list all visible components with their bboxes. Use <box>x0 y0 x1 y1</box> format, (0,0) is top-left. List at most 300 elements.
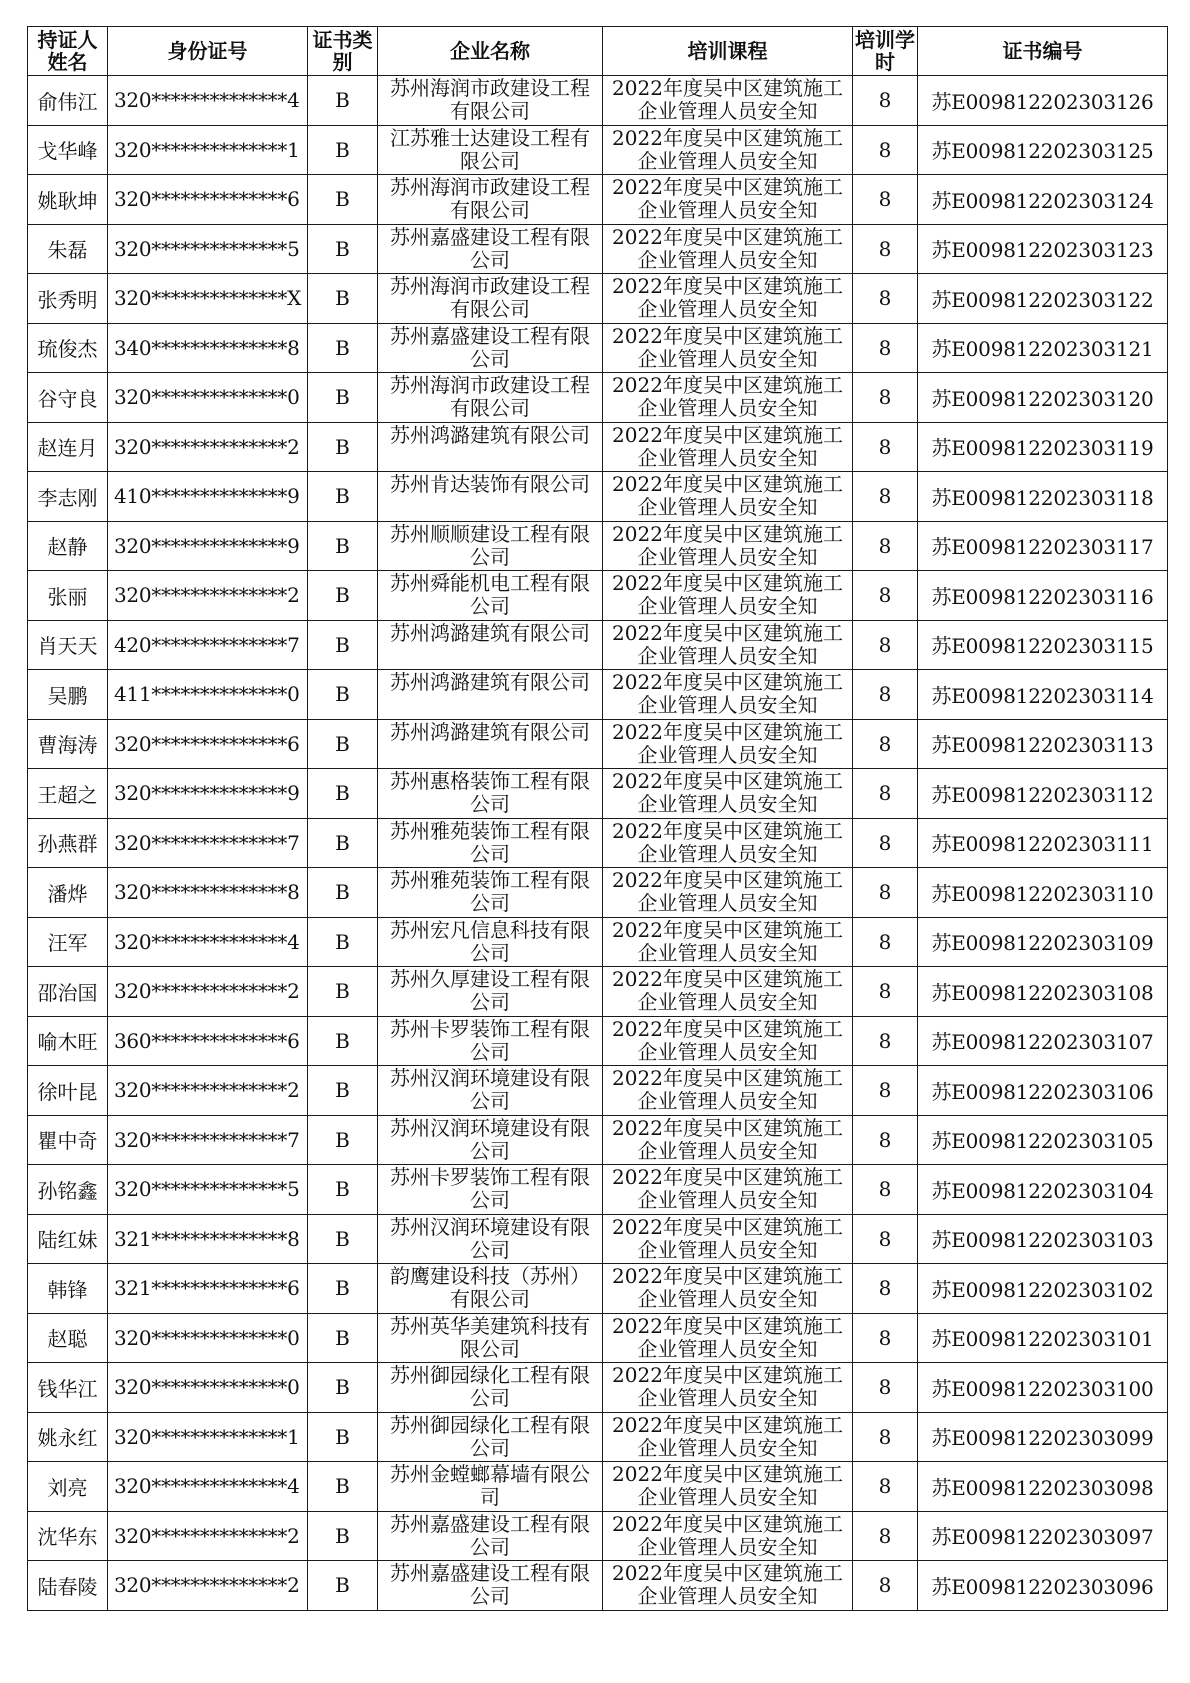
holder-name-cell: 孙燕群 <box>28 818 108 868</box>
cert-type-cell: B <box>308 76 378 126</box>
company-cell-text: 苏州海润市政建设工程有限公司 <box>390 374 590 421</box>
hours-cell: 8 <box>853 373 918 423</box>
id-number-cell: 320**************2 <box>108 1511 308 1561</box>
cert-number-cell: 苏E009812202303101 <box>918 1313 1168 1363</box>
company-cell <box>378 1561 603 1611</box>
table-row <box>28 373 1168 423</box>
id-number-cell: 321**************8 <box>108 1214 308 1264</box>
table-row <box>28 1412 1168 1462</box>
company-cell <box>378 125 603 175</box>
hours-cell: 8 <box>853 1115 918 1165</box>
table-row <box>28 76 1168 126</box>
course-cell <box>603 868 853 918</box>
course-cell-text: 2022年度吴中区建筑施工企业管理人员安全知 <box>612 1364 843 1411</box>
course-cell-text: 2022年度吴中区建筑施工企业管理人员安全知 <box>612 522 843 569</box>
cert-type-cell: B <box>308 125 378 175</box>
company-cell <box>378 1264 603 1314</box>
course-cell-text: 2022年度吴中区建筑施工企业管理人员安全知 <box>612 819 843 866</box>
company-cell <box>378 1115 603 1165</box>
table-row <box>28 1066 1168 1116</box>
company-cell <box>378 620 603 670</box>
company-cell-text: 苏州卡罗装饰工程有限公司 <box>390 1017 590 1064</box>
company-cell <box>378 818 603 868</box>
company-cell-text: 苏州金螳螂幕墙有限公司 <box>390 1463 590 1510</box>
holder-name-cell: 曹海涛 <box>28 719 108 769</box>
course-cell-text: 2022年度吴中区建筑施工企业管理人员安全知 <box>612 1017 843 1064</box>
course-cell <box>603 719 853 769</box>
hours-cell: 8 <box>853 1561 918 1611</box>
company-cell-text: 苏州鸿潞建筑有限公司 <box>390 720 590 744</box>
cert-number-cell: 苏E009812202303119 <box>918 422 1168 472</box>
holder-name-cell: 谷守良 <box>28 373 108 423</box>
cert-number-cell: 苏E009812202303100 <box>918 1363 1168 1413</box>
cert-type-cell: B <box>308 1313 378 1363</box>
course-cell <box>603 224 853 274</box>
holder-name-cell: 姚耿坤 <box>28 175 108 225</box>
cert-number-cell: 苏E009812202303103 <box>918 1214 1168 1264</box>
cert-type-cell: B <box>308 719 378 769</box>
cert-type-cell: B <box>308 1511 378 1561</box>
course-cell <box>603 1066 853 1116</box>
cert-type-cell: B <box>308 1214 378 1264</box>
id-number-cell: 320**************7 <box>108 1115 308 1165</box>
course-cell <box>603 373 853 423</box>
cert-number-cell: 苏E009812202303097 <box>918 1511 1168 1561</box>
cert-type-cell: B <box>308 1165 378 1215</box>
cert-type-cell: B <box>308 373 378 423</box>
table-row <box>28 323 1168 373</box>
cert-type-cell: B <box>308 769 378 819</box>
course-cell-text: 2022年度吴中区建筑施工企业管理人员安全知 <box>612 176 843 223</box>
course-cell-text: 2022年度吴中区建筑施工企业管理人员安全知 <box>612 968 843 1015</box>
course-cell <box>603 1016 853 1066</box>
company-cell <box>378 917 603 967</box>
id-number-cell: 320**************9 <box>108 769 308 819</box>
table-row <box>28 1561 1168 1611</box>
table-row <box>28 818 1168 868</box>
cert-type-cell: B <box>308 818 378 868</box>
course-cell-text: 2022年度吴中区建筑施工企业管理人员安全知 <box>612 324 843 371</box>
id-number-cell: 320**************2 <box>108 967 308 1017</box>
course-cell-text: 2022年度吴中区建筑施工企业管理人员安全知 <box>612 1413 843 1460</box>
hours-cell: 8 <box>853 620 918 670</box>
company-cell-text: 苏州汉润环境建设有限公司 <box>390 1116 590 1163</box>
id-number-cell: 320**************4 <box>108 917 308 967</box>
holder-name-cell: 赵连月 <box>28 422 108 472</box>
company-cell <box>378 670 603 720</box>
header-row <box>28 27 1168 76</box>
cert-type-cell: B <box>308 521 378 571</box>
id-number-cell: 320**************2 <box>108 1066 308 1116</box>
course-cell-text: 2022年度吴中区建筑施工企业管理人员安全知 <box>612 1314 843 1361</box>
cert-number-cell: 苏E009812202303106 <box>918 1066 1168 1116</box>
table-row <box>28 472 1168 522</box>
hours-cell: 8 <box>853 917 918 967</box>
table-row <box>28 1511 1168 1561</box>
hours-cell: 8 <box>853 1016 918 1066</box>
id-number-cell: 320**************6 <box>108 175 308 225</box>
holder-name-cell: 姚永红 <box>28 1412 108 1462</box>
company-cell-text: 苏州鸿潞建筑有限公司 <box>390 621 590 645</box>
id-number-cell: 410**************9 <box>108 472 308 522</box>
company-cell-text: 苏州海润市政建设工程有限公司 <box>390 77 590 124</box>
header-course: 培训课程 <box>603 27 853 76</box>
hours-cell: 8 <box>853 1412 918 1462</box>
header-id-number: 身份证号 <box>108 27 308 76</box>
id-number-cell: 411**************0 <box>108 670 308 720</box>
table-row <box>28 175 1168 225</box>
cert-number-cell: 苏E009812202303116 <box>918 571 1168 621</box>
course-cell <box>603 620 853 670</box>
course-cell <box>603 1363 853 1413</box>
cert-number-cell: 苏E009812202303098 <box>918 1462 1168 1512</box>
id-number-cell: 320**************4 <box>108 1462 308 1512</box>
course-cell-text: 2022年度吴中区建筑施工企业管理人员安全知 <box>612 869 843 916</box>
id-number-cell: 320**************2 <box>108 422 308 472</box>
company-cell-text: 苏州宏凡信息科技有限公司 <box>390 918 590 965</box>
cert-number-cell: 苏E009812202303104 <box>918 1165 1168 1215</box>
id-number-cell: 320**************9 <box>108 521 308 571</box>
course-cell-text: 2022年度吴中区建筑施工企业管理人员安全知 <box>612 1215 843 1262</box>
course-cell-text: 2022年度吴中区建筑施工企业管理人员安全知 <box>612 1116 843 1163</box>
company-cell <box>378 1165 603 1215</box>
holder-name-cell: 韩锋 <box>28 1264 108 1314</box>
holder-name-cell: 钱华江 <box>28 1363 108 1413</box>
holder-name-cell: 俞伟江 <box>28 76 108 126</box>
course-cell <box>603 769 853 819</box>
table-row <box>28 274 1168 324</box>
table-row <box>28 1214 1168 1264</box>
table-row <box>28 1313 1168 1363</box>
course-cell <box>603 917 853 967</box>
table-row <box>28 125 1168 175</box>
id-number-cell: 320**************0 <box>108 1313 308 1363</box>
course-cell <box>603 472 853 522</box>
holder-name-cell: 孙铭鑫 <box>28 1165 108 1215</box>
cert-type-cell: B <box>308 1561 378 1611</box>
company-cell <box>378 868 603 918</box>
course-cell <box>603 1462 853 1512</box>
company-cell-text: 苏州嘉盛建设工程有限公司 <box>390 1562 590 1609</box>
cert-number-cell: 苏E009812202303122 <box>918 274 1168 324</box>
hours-cell: 8 <box>853 1214 918 1264</box>
holder-name-cell: 戈华峰 <box>28 125 108 175</box>
id-number-cell: 320**************7 <box>108 818 308 868</box>
hours-cell: 8 <box>853 1066 918 1116</box>
course-cell <box>603 818 853 868</box>
cert-type-cell: B <box>308 868 378 918</box>
cert-number-cell: 苏E009812202303110 <box>918 868 1168 918</box>
hours-cell: 8 <box>853 1313 918 1363</box>
cert-type-cell: B <box>308 620 378 670</box>
course-cell <box>603 1214 853 1264</box>
hours-cell: 8 <box>853 1165 918 1215</box>
course-cell-text: 2022年度吴中区建筑施工企业管理人员安全知 <box>612 1067 843 1114</box>
course-cell <box>603 175 853 225</box>
holder-name-cell: 刘亮 <box>28 1462 108 1512</box>
hours-cell: 8 <box>853 719 918 769</box>
table-row <box>28 1115 1168 1165</box>
company-cell <box>378 1016 603 1066</box>
holder-name-cell: 赵聪 <box>28 1313 108 1363</box>
company-cell <box>378 521 603 571</box>
id-number-cell: 420**************7 <box>108 620 308 670</box>
company-cell <box>378 1066 603 1116</box>
table-row <box>28 620 1168 670</box>
table-row <box>28 521 1168 571</box>
holder-name-cell: 琉俊杰 <box>28 323 108 373</box>
company-cell-text: 苏州顺顺建设工程有限公司 <box>390 522 590 569</box>
id-number-cell: 320**************0 <box>108 373 308 423</box>
hours-cell: 8 <box>853 571 918 621</box>
company-cell <box>378 175 603 225</box>
company-cell-text: 苏州肯达装饰有限公司 <box>390 473 590 497</box>
course-cell-text: 2022年度吴中区建筑施工企业管理人员安全知 <box>612 126 843 173</box>
cert-number-cell: 苏E009812202303117 <box>918 521 1168 571</box>
holder-name-cell: 喻木旺 <box>28 1016 108 1066</box>
certificate-table <box>27 26 1168 1611</box>
course-cell <box>603 323 853 373</box>
company-cell <box>378 769 603 819</box>
course-cell <box>603 1165 853 1215</box>
hours-cell: 8 <box>853 868 918 918</box>
header-holder-name: 持证人姓名 <box>28 27 108 76</box>
holder-name-cell: 汪军 <box>28 917 108 967</box>
company-cell-text: 苏州嘉盛建设工程有限公司 <box>390 324 590 371</box>
hours-cell: 8 <box>853 323 918 373</box>
id-number-cell: 320**************5 <box>108 224 308 274</box>
hours-cell: 8 <box>853 521 918 571</box>
course-cell-text: 2022年度吴中区建筑施工企业管理人员安全知 <box>612 1463 843 1510</box>
course-cell <box>603 76 853 126</box>
cert-type-cell: B <box>308 670 378 720</box>
id-number-cell: 320**************4 <box>108 76 308 126</box>
course-cell <box>603 571 853 621</box>
id-number-cell: 320**************5 <box>108 1165 308 1215</box>
course-cell-text: 2022年度吴中区建筑施工企业管理人员安全知 <box>612 671 843 718</box>
course-cell <box>603 125 853 175</box>
course-cell-text: 2022年度吴中区建筑施工企业管理人员安全知 <box>612 1562 843 1609</box>
id-number-cell: 320**************0 <box>108 1363 308 1413</box>
company-cell-text: 苏州鸿潞建筑有限公司 <box>390 671 590 695</box>
company-cell <box>378 373 603 423</box>
holder-name-cell: 陆春陵 <box>28 1561 108 1611</box>
cert-number-cell: 苏E009812202303105 <box>918 1115 1168 1165</box>
company-cell <box>378 472 603 522</box>
cert-type-cell: B <box>308 1066 378 1116</box>
company-cell <box>378 1412 603 1462</box>
holder-name-cell: 王超之 <box>28 769 108 819</box>
course-cell-text: 2022年度吴中区建筑施工企业管理人员安全知 <box>612 423 843 470</box>
course-cell-text: 2022年度吴中区建筑施工企业管理人员安全知 <box>612 275 843 322</box>
company-cell <box>378 571 603 621</box>
company-cell <box>378 422 603 472</box>
id-number-cell: 320**************2 <box>108 1561 308 1611</box>
id-number-cell: 360**************6 <box>108 1016 308 1066</box>
header-cert-type: 证书类别 <box>308 27 378 76</box>
id-number-cell: 320**************X <box>108 274 308 324</box>
company-cell <box>378 967 603 1017</box>
holder-name-cell: 朱磊 <box>28 224 108 274</box>
company-cell-text: 江苏雅士达建设工程有限公司 <box>390 126 590 173</box>
company-cell-text: 苏州卡罗装饰工程有限公司 <box>390 1166 590 1213</box>
cert-number-cell: 苏E009812202303114 <box>918 670 1168 720</box>
cert-type-cell: B <box>308 1115 378 1165</box>
cert-number-cell: 苏E009812202303123 <box>918 224 1168 274</box>
company-cell <box>378 274 603 324</box>
hours-cell: 8 <box>853 1264 918 1314</box>
id-number-cell: 320**************2 <box>108 571 308 621</box>
table-row <box>28 1016 1168 1066</box>
hours-cell: 8 <box>853 1363 918 1413</box>
course-cell <box>603 422 853 472</box>
hours-cell: 8 <box>853 472 918 522</box>
table-row <box>28 917 1168 967</box>
cert-number-cell: 苏E009812202303109 <box>918 917 1168 967</box>
table-row <box>28 422 1168 472</box>
holder-name-cell: 瞿中奇 <box>28 1115 108 1165</box>
company-cell <box>378 1511 603 1561</box>
holder-name-cell: 邵治国 <box>28 967 108 1017</box>
cert-number-cell: 苏E009812202303096 <box>918 1561 1168 1611</box>
company-cell-text: 苏州嘉盛建设工程有限公司 <box>390 1512 590 1559</box>
header-hours: 培训学时 <box>853 27 918 76</box>
table-row <box>28 868 1168 918</box>
course-cell-text: 2022年度吴中区建筑施工企业管理人员安全知 <box>612 374 843 421</box>
company-cell-text: 苏州舜能机电工程有限公司 <box>390 572 590 619</box>
hours-cell: 8 <box>853 125 918 175</box>
hours-cell: 8 <box>853 769 918 819</box>
company-cell-text: 苏州御园绿化工程有限公司 <box>390 1413 590 1460</box>
cert-type-cell: B <box>308 1462 378 1512</box>
course-cell <box>603 274 853 324</box>
holder-name-cell: 潘烨 <box>28 868 108 918</box>
hours-cell: 8 <box>853 274 918 324</box>
course-cell-text: 2022年度吴中区建筑施工企业管理人员安全知 <box>612 77 843 124</box>
hours-cell: 8 <box>853 1511 918 1561</box>
course-cell-text: 2022年度吴中区建筑施工企业管理人员安全知 <box>612 770 843 817</box>
cert-number-cell: 苏E009812202303107 <box>918 1016 1168 1066</box>
table-row <box>28 967 1168 1017</box>
course-cell-text: 2022年度吴中区建筑施工企业管理人员安全知 <box>612 1265 843 1312</box>
cert-type-cell: B <box>308 1363 378 1413</box>
cert-type-cell: B <box>308 1412 378 1462</box>
table-row <box>28 1165 1168 1215</box>
id-number-cell: 340**************8 <box>108 323 308 373</box>
cert-type-cell: B <box>308 323 378 373</box>
hours-cell: 8 <box>853 76 918 126</box>
cert-number-cell: 苏E009812202303102 <box>918 1264 1168 1314</box>
company-cell-text: 苏州嘉盛建设工程有限公司 <box>390 225 590 272</box>
table-row <box>28 1264 1168 1314</box>
company-cell-text: 苏州海润市政建设工程有限公司 <box>390 176 590 223</box>
id-number-cell: 320**************6 <box>108 719 308 769</box>
company-cell-text: 苏州惠格装饰工程有限公司 <box>390 770 590 817</box>
course-cell-text: 2022年度吴中区建筑施工企业管理人员安全知 <box>612 225 843 272</box>
company-cell-text: 韵鹰建设科技（苏州）有限公司 <box>390 1265 590 1312</box>
holder-name-cell: 陆红妹 <box>28 1214 108 1264</box>
holder-name-cell: 张秀明 <box>28 274 108 324</box>
holder-name-cell: 赵静 <box>28 521 108 571</box>
course-cell <box>603 521 853 571</box>
header-company: 企业名称 <box>378 27 603 76</box>
company-cell <box>378 76 603 126</box>
company-cell-text: 苏州久厚建设工程有限公司 <box>390 968 590 1015</box>
company-cell <box>378 1363 603 1413</box>
company-cell-text: 苏州汉润环境建设有限公司 <box>390 1215 590 1262</box>
course-cell-text: 2022年度吴中区建筑施工企业管理人员安全知 <box>612 473 843 520</box>
table-row <box>28 571 1168 621</box>
hours-cell: 8 <box>853 422 918 472</box>
company-cell-text: 苏州御园绿化工程有限公司 <box>390 1364 590 1411</box>
cert-type-cell: B <box>308 274 378 324</box>
table-row <box>28 719 1168 769</box>
holder-name-cell: 沈华东 <box>28 1511 108 1561</box>
cert-type-cell: B <box>308 175 378 225</box>
id-number-cell: 320**************1 <box>108 125 308 175</box>
course-cell-text: 2022年度吴中区建筑施工企业管理人员安全知 <box>612 621 843 668</box>
course-cell <box>603 1115 853 1165</box>
table-row <box>28 224 1168 274</box>
cert-type-cell: B <box>308 472 378 522</box>
company-cell-text: 苏州汉润环境建设有限公司 <box>390 1067 590 1114</box>
cert-number-cell: 苏E009812202303126 <box>918 76 1168 126</box>
id-number-cell: 320**************8 <box>108 868 308 918</box>
cert-number-cell: 苏E009812202303125 <box>918 125 1168 175</box>
holder-name-cell: 肖天天 <box>28 620 108 670</box>
cert-number-cell: 苏E009812202303124 <box>918 175 1168 225</box>
cert-type-cell: B <box>308 571 378 621</box>
cert-number-cell: 苏E009812202303113 <box>918 719 1168 769</box>
hours-cell: 8 <box>853 670 918 720</box>
cert-type-cell: B <box>308 422 378 472</box>
cert-number-cell: 苏E009812202303121 <box>918 323 1168 373</box>
company-cell-text: 苏州雅苑装饰工程有限公司 <box>390 869 590 916</box>
course-cell <box>603 967 853 1017</box>
course-cell <box>603 670 853 720</box>
table-row <box>28 769 1168 819</box>
cert-number-cell: 苏E009812202303099 <box>918 1412 1168 1462</box>
cert-number-cell: 苏E009812202303112 <box>918 769 1168 819</box>
course-cell-text: 2022年度吴中区建筑施工企业管理人员安全知 <box>612 1512 843 1559</box>
company-cell-text: 苏州海润市政建设工程有限公司 <box>390 275 590 322</box>
cert-type-cell: B <box>308 1016 378 1066</box>
cert-number-cell: 苏E009812202303111 <box>918 818 1168 868</box>
table-row <box>28 1462 1168 1512</box>
course-cell <box>603 1511 853 1561</box>
company-cell-text: 苏州英华美建筑科技有限公司 <box>390 1314 590 1361</box>
company-cell <box>378 1462 603 1512</box>
course-cell-text: 2022年度吴中区建筑施工企业管理人员安全知 <box>612 918 843 965</box>
table-row <box>28 670 1168 720</box>
holder-name-cell: 李志刚 <box>28 472 108 522</box>
course-cell <box>603 1561 853 1611</box>
company-cell <box>378 224 603 274</box>
course-cell <box>603 1412 853 1462</box>
hours-cell: 8 <box>853 818 918 868</box>
hours-cell: 8 <box>853 224 918 274</box>
hours-cell: 8 <box>853 967 918 1017</box>
cert-type-cell: B <box>308 224 378 274</box>
cert-type-cell: B <box>308 917 378 967</box>
company-cell-text: 苏州鸿潞建筑有限公司 <box>390 423 590 447</box>
cert-number-cell: 苏E009812202303115 <box>918 620 1168 670</box>
cert-type-cell: B <box>308 1264 378 1314</box>
company-cell <box>378 1214 603 1264</box>
course-cell-text: 2022年度吴中区建筑施工企业管理人员安全知 <box>612 1166 843 1213</box>
holder-name-cell: 吴鹏 <box>28 670 108 720</box>
cert-number-cell: 苏E009812202303120 <box>918 373 1168 423</box>
